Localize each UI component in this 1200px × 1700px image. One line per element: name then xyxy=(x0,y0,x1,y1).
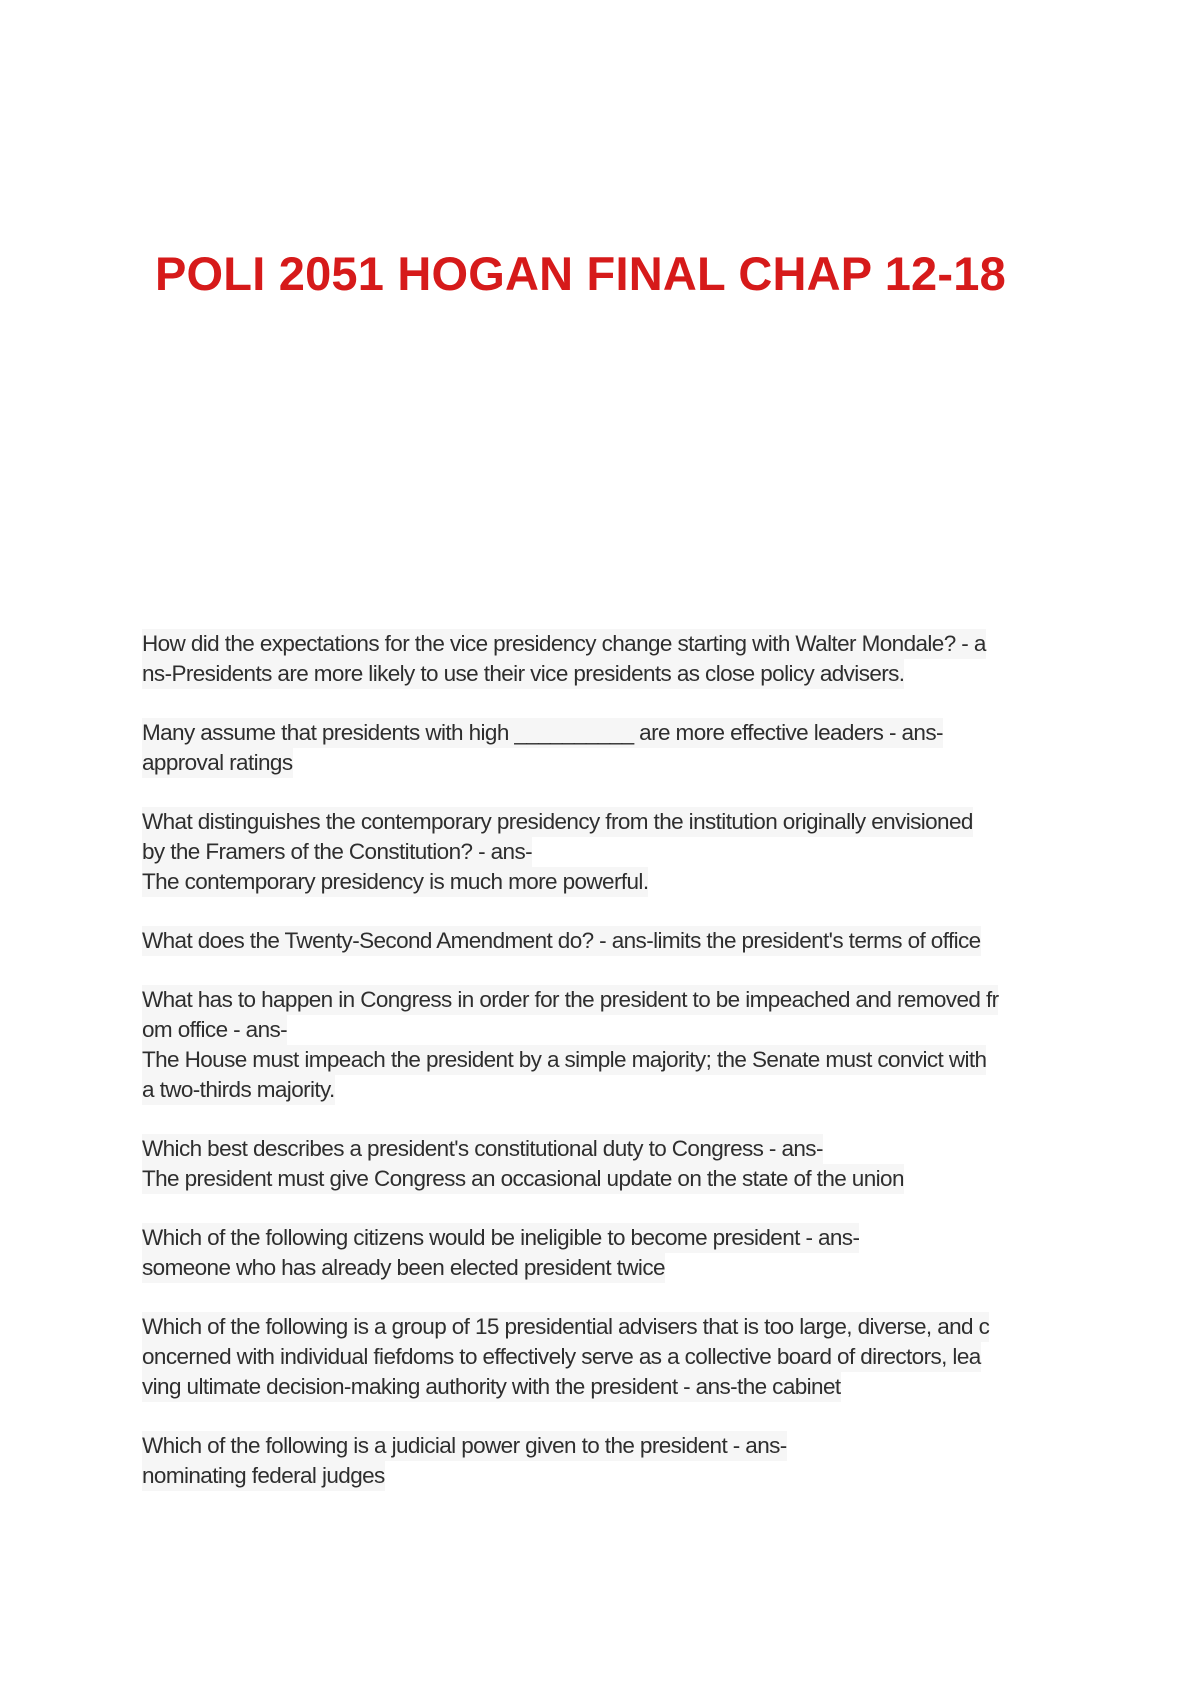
qa-entry-6 xyxy=(142,1134,1072,1194)
qa-line: a two-thirds majority. xyxy=(142,1075,335,1105)
qa-entry-9 xyxy=(142,1431,1072,1491)
qa-line: ns-Presidents are more likely to use their vice presidents as close policy advisers. xyxy=(142,659,904,689)
qa-line: The House must impeach the president by a simple majority; the Senate must convict with xyxy=(142,1045,986,1075)
qa-line: Which of the following citizens would be ineligible to become president - ans- xyxy=(142,1223,859,1253)
qa-entry-2 xyxy=(142,718,1072,778)
qa-line: om office - ans- xyxy=(142,1015,287,1045)
qa-line: What does the Twenty-Second Amendment do? - ans-limits the president's terms of office xyxy=(142,926,981,956)
qa-line: approval ratings xyxy=(142,748,293,778)
qa-line: How did the expectations for the vice presidency change starting with Walter Mondale? - a xyxy=(142,629,986,659)
qa-line: Many assume that presidents with high __________ are more effective leaders - ans- xyxy=(142,718,943,748)
qa-line: Which of the following is a judicial power given to the president - ans- xyxy=(142,1431,787,1461)
qa-line: What distinguishes the contemporary presidency from the institution originally envisioned xyxy=(142,807,973,837)
qa-line: The president must give Congress an occasional update on the state of the union xyxy=(142,1164,904,1194)
qa-line: ving ultimate decision-making authority with the president - ans-the cabinet xyxy=(142,1372,841,1402)
qa-entry-7 xyxy=(142,1223,1072,1283)
qa-line: What has to happen in Congress in order for the president to be impeached and removed fr xyxy=(142,985,998,1015)
qa-line: Which best describes a president's constitutional duty to Congress - ans- xyxy=(142,1134,823,1164)
qa-entry-3 xyxy=(142,807,1072,897)
qa-entry-8 xyxy=(142,1312,1072,1402)
qa-entry-5 xyxy=(142,985,1072,1105)
qa-line: someone who has already been elected president twice xyxy=(142,1253,665,1283)
qa-line: oncerned with individual fiefdoms to effectively serve as a collective board of directors, lea xyxy=(142,1342,981,1372)
qa-entry-4 xyxy=(142,926,1072,956)
qa-line: by the Framers of the Constitution? - ans- xyxy=(142,837,532,867)
qa-line: nominating federal judges xyxy=(142,1461,385,1491)
question-answer-list xyxy=(142,629,1072,1520)
qa-line: Which of the following is a group of 15 presidential advisers that is too large, diverse, and c xyxy=(142,1312,989,1342)
qa-entry-1 xyxy=(142,629,1072,689)
document-title: POLI 2051 HOGAN FINAL CHAP 12-18 xyxy=(155,247,1006,300)
qa-line: The contemporary presidency is much more powerful. xyxy=(142,867,648,897)
